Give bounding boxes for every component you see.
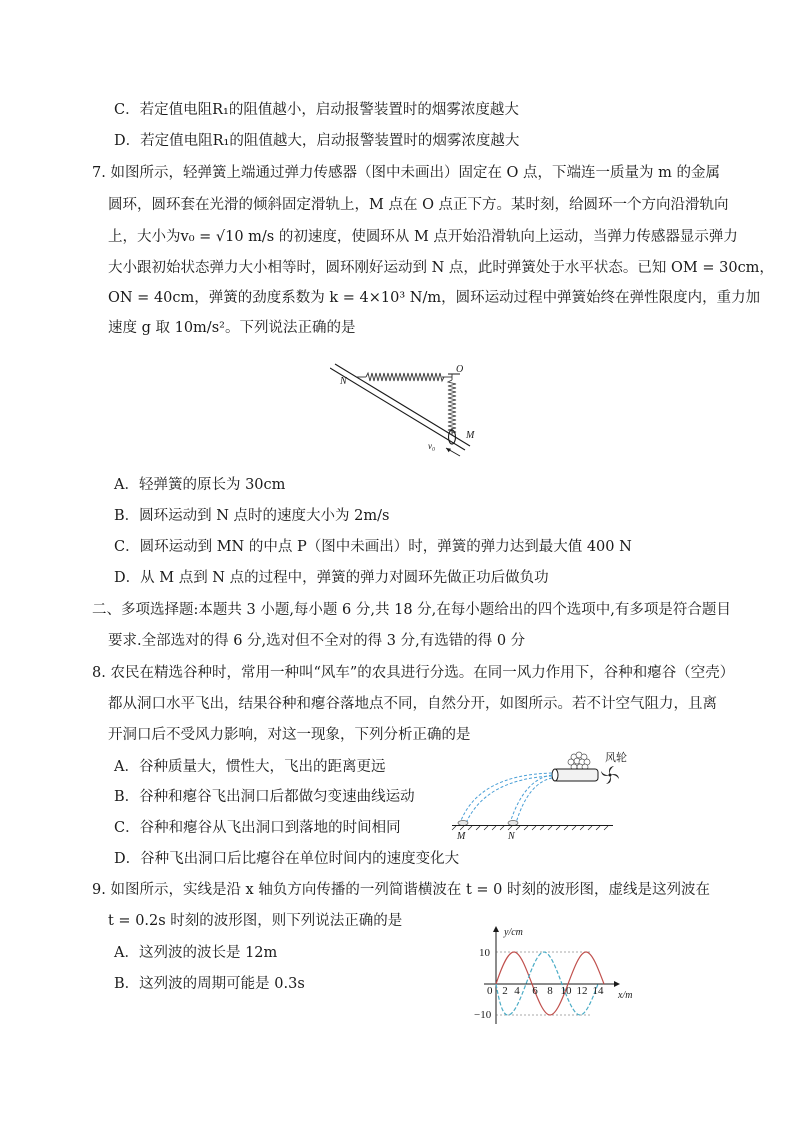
q7-stem-line-3: 上，大小为v₀ = √10 m/s 的初速度，使圆环从 M 点开始沿滑轨向上运动，当弹力传感器显示弹力 bbox=[108, 229, 738, 245]
q8-fan-wheel-icon bbox=[601, 766, 619, 784]
q8-outlet-hole bbox=[552, 769, 558, 781]
q9-stem-line-2: t = 0.2s 时刻的波形图，则下列说法正确的是 bbox=[108, 913, 403, 929]
q8-option-b: B．谷种和瘪谷飞出洞口后都做匀变速曲线运动 bbox=[114, 789, 415, 805]
q9-option-b: B．这列波的周期可能是 0.3s bbox=[114, 976, 305, 992]
q9-x-label: x/m bbox=[618, 990, 633, 1001]
q7-label-v0: v₀ bbox=[428, 441, 436, 451]
q7-incline-rail-top bbox=[335, 364, 470, 446]
q9-x-tick: 12 bbox=[576, 985, 588, 997]
q8-stem-line-1: 8. 农民在精选谷种时，常用一种叫“风车”的农具进行分选。在同一风力作用下，谷种和瘪谷（空壳） bbox=[92, 665, 735, 681]
q8-barrel bbox=[554, 769, 598, 781]
q8-landing-pile-m bbox=[458, 821, 468, 826]
q9-y-tick-neg10: −10 bbox=[474, 1009, 492, 1021]
q8-label-n: N bbox=[508, 831, 515, 842]
q9-x-tick: 14 bbox=[592, 985, 604, 997]
q8-fan-label: 风轮 bbox=[605, 751, 627, 764]
q8-landing-pile-n bbox=[508, 821, 518, 826]
q7-label-n: N bbox=[340, 376, 347, 387]
q7-option-c: C．圆环运动到 MN 的中点 P（图中未画出）时，弹簧的弹力达到最大值 400 N bbox=[114, 539, 632, 555]
q9-x-tick: 8 bbox=[547, 985, 553, 997]
q8-option-c: C．谷种和瘪谷从飞出洞口到落地的时间相同 bbox=[114, 820, 401, 836]
q7-option-b: B．圆环运动到 N 点时的速度大小为 2m/s bbox=[114, 508, 390, 524]
q8-winnowing-figure bbox=[448, 745, 638, 843]
q9-x-tick: 4 bbox=[514, 985, 520, 997]
q9-x-tick: 10 bbox=[560, 985, 572, 997]
q6-option-c: C．若定值电阻R₁的阻值越小，启动报警装置时的烟雾浓度越大 bbox=[114, 102, 519, 118]
q7-spring-incline-figure bbox=[330, 360, 480, 460]
q7-label-o: O bbox=[456, 364, 464, 375]
q9-x-tick: 2 bbox=[502, 985, 508, 997]
q8-stem-line-3: 开洞口后不受风力影响，对这一现象，下列分析正确的是 bbox=[108, 727, 471, 743]
q8-trajectory-far-2 bbox=[466, 776, 552, 823]
q9-y-label: y/cm bbox=[504, 927, 523, 938]
q8-stem-line-2: 都从洞口水平飞出，结果谷种和瘪谷落地点不同，自然分开，如图所示。若不计空气阻力，且离 bbox=[108, 696, 717, 712]
section-2-header-line-2: 要求.全部选对的得 6 分,选对但不全对的得 3 分,有选错的得 0 分 bbox=[108, 633, 526, 649]
q9-stem-line-1: 9. 如图所示，实线是沿 x 轴负方向传播的一列简谐横波在 t = 0 时刻的波形图，虚线是这列波在 bbox=[92, 882, 710, 898]
q8-grain-pile bbox=[568, 752, 590, 770]
q7-stem-line-6: 速度 g 取 10m/s²。下列说法正确的是 bbox=[108, 320, 356, 336]
q7-option-a: A．轻弹簧的原长为 30cm bbox=[114, 477, 286, 493]
q7-horizontal-spring bbox=[357, 373, 452, 381]
section-2-header-line-1: 二、多项选择题:本题共 3 小题,每小题 6 分,共 18 分,在每小题给出的四个选项中,有多项是符合题目 bbox=[92, 602, 731, 618]
q7-option-d: D．从 M 点到 N 点的过程中，弹簧的弹力对圆环先做正功后做负功 bbox=[114, 570, 549, 586]
q8-label-m: M bbox=[457, 831, 466, 842]
q8-trajectory-far-1 bbox=[460, 773, 552, 823]
q8-trajectory-near-1 bbox=[510, 775, 552, 823]
q9-x-tick: 6 bbox=[532, 985, 538, 997]
q8-trajectory-near-2 bbox=[516, 778, 552, 823]
q7-stem-line-4: 大小跟初始状态弹力大小相等时，圆环刚好运动到 N 点，此时弹簧处于水平状态。已知 OM = 30cm， bbox=[108, 260, 774, 276]
q9-wave-graph bbox=[470, 922, 645, 1030]
q7-vertical-spring bbox=[448, 374, 456, 435]
q9-y-tick-10: 10 bbox=[479, 947, 490, 959]
q7-stem-line-1: 7. 如图所示，轻弹簧上端通过弹力传感器（图中未画出）固定在 O 点，下端连一质量为 m 的金属 bbox=[92, 165, 721, 181]
q9-y-axis-arrow bbox=[493, 926, 499, 932]
q7-stem-line-5: ON = 40cm，弹簧的劲度系数为 k = 4×10³ N/m，圆环运动过程中弹簧始终在弹性限度内，重力加 bbox=[108, 290, 761, 306]
q9-x-axis-arrow bbox=[614, 981, 620, 987]
q7-label-m: M bbox=[466, 430, 475, 441]
q9-origin-label: 0 bbox=[487, 985, 493, 997]
q8-option-d: D．谷种飞出洞口后比瘪谷在单位时间内的速度变化大 bbox=[114, 851, 460, 867]
q8-option-a: A．谷种质量大，惯性大，飞出的距离更远 bbox=[114, 759, 386, 775]
q7-stem-line-2: 圆环，圆环套在光滑的倾斜固定滑轨上，M 点在 O 点正下方。某时刻，给圆环一个方向沿滑轨向 bbox=[108, 197, 729, 213]
q6-option-d: D．若定值电阻R₁的阻值越大，启动报警装置时的烟雾浓度越大 bbox=[114, 133, 520, 149]
q8-ground-hatching bbox=[452, 826, 608, 830]
q9-option-a: A．这列波的波长是 12m bbox=[114, 945, 278, 961]
